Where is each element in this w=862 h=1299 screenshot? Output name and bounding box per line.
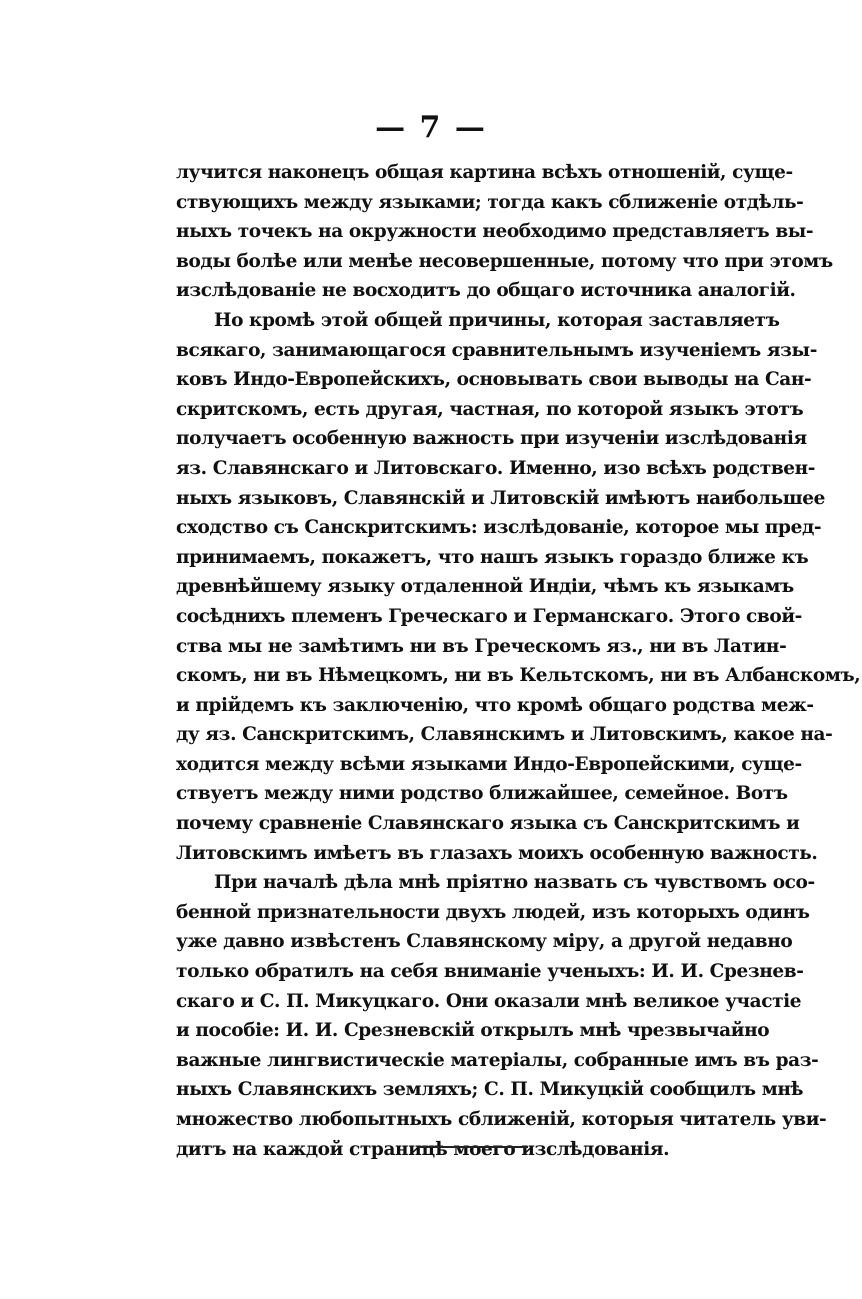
text-line: ходится между всѣми языками Индо-Европейскими, суще- bbox=[176, 753, 802, 775]
paragraph-2 bbox=[176, 306, 861, 868]
text-line: дитъ на каждой страницѣ моего изслѣдованія. bbox=[176, 1138, 670, 1160]
main-text bbox=[176, 158, 861, 1164]
text-line: и пособіе: И. И. Срезневскій открылъ мнѣ чрезвычайно bbox=[176, 1020, 770, 1042]
text-line: древнѣйшему языку отдаленной Индіи, чѣмъ къ языкамъ bbox=[176, 576, 794, 598]
paragraph-3 bbox=[176, 868, 827, 1164]
text-line: ковъ Индо-Европейскихъ, основывать свои выводы на Сан- bbox=[176, 369, 812, 391]
text-line: всякаго, занимающагося сравнительнымъ изученіемъ язы- bbox=[176, 339, 817, 361]
text-line: только обратилъ на себя вниманіе ученыхъ: И. И. Срезнев- bbox=[176, 961, 804, 983]
text-line: важные лингвистическіе матеріалы, собранные имъ въ раз- bbox=[176, 1049, 819, 1071]
text-line: бенной признательности двухъ людей, изъ которыхъ одинъ bbox=[176, 901, 810, 923]
text-line: ствуетъ между ними родство ближайшее, семейное. Вотъ bbox=[176, 783, 788, 805]
text-line: изслѣдованіе не восходитъ до общаго источника аналогій. bbox=[176, 280, 796, 302]
text-line: получаетъ особенную важность при изученіи изслѣдованія bbox=[176, 428, 807, 450]
text-line: ныхъ Славянскихъ земляхъ; С. П. Микуцкій сообщилъ мнѣ bbox=[176, 1079, 804, 1101]
text-line: скомъ, ни въ Нѣмецкомъ, ни въ Кельтскомъ, ни въ Албанскомъ, bbox=[176, 665, 861, 687]
text-line: Но кромѣ этой общей причины, которая заставляетъ bbox=[214, 309, 780, 331]
text-line: воды болѣе или менѣе несовершенные, потому что при этомъ bbox=[176, 250, 833, 272]
text-line: ду яз. Санскритскимъ, Славянскимъ и Литовскимъ, какое на- bbox=[176, 724, 833, 746]
text-line: ства мы не замѣтимъ ни въ Греческомъ яз., ни въ Латин- bbox=[176, 635, 787, 657]
page-number: — 7 — bbox=[375, 110, 487, 145]
text-line: почему сравненіе Славянскаго языка съ Санскритскимъ и bbox=[176, 813, 800, 835]
text-line: При началѣ дѣла мнѣ пріятно назвать съ чувствомъ осо- bbox=[214, 872, 815, 894]
text-line: скаго и С. П. Микуцкаго. Они оказали мнѣ великое участіе bbox=[176, 990, 802, 1012]
paragraph-1 bbox=[176, 158, 833, 306]
closing-rule bbox=[418, 1146, 528, 1148]
text-line: уже давно извѣстенъ Славянскому міру, а другой недавно bbox=[176, 931, 793, 953]
text-line: ныхъ точекъ на окружности необходимо представляетъ вы- bbox=[176, 221, 814, 243]
text-line: и прійдемъ къ заключенію, что кромѣ общаго родства меж- bbox=[176, 694, 814, 716]
text-line: яз. Славянскаго и Литовскаго. Именно, изо всѣхъ родствен- bbox=[176, 457, 816, 479]
text-line: ствующихъ между языками; тогда какъ сближеніе отдѣль- bbox=[176, 191, 804, 213]
text-line: принимаемъ, покажетъ, что нашъ языкъ гораздо ближе къ bbox=[176, 546, 809, 568]
text-line: скритскомъ, есть другая, частная, по которой языкъ этотъ bbox=[176, 398, 804, 420]
text-line: ныхъ языковъ, Славянскій и Литовскій имѣютъ наибольшее bbox=[176, 487, 825, 509]
text-line: сходство съ Санскритскимъ: изслѣдованіе, которое мы пред- bbox=[176, 517, 822, 539]
text-line: сосѣднихъ племенъ Греческаго и Германскаго. Этого свой- bbox=[176, 605, 802, 627]
text-line: лучится наконецъ общая картина всѣхъ отношеній, суще- bbox=[176, 162, 793, 183]
text-line: Литовскимъ имѣетъ въ глазахъ моихъ особенную важность. bbox=[176, 842, 818, 864]
text-line: множество любопытныхъ сближеній, которыя читатель уви- bbox=[176, 1109, 827, 1130]
